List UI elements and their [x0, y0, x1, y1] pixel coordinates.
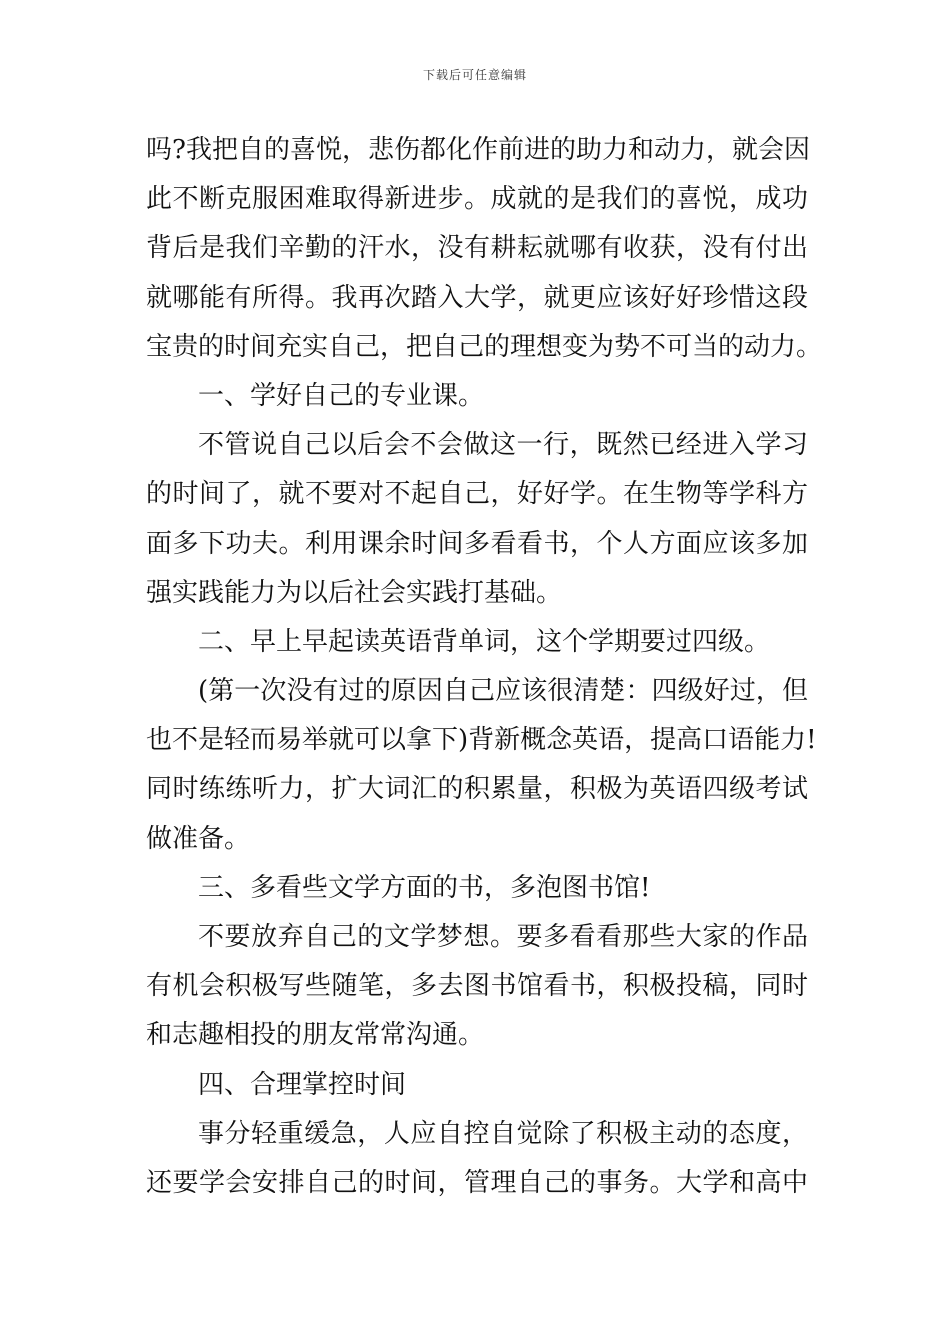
text-line: 不要放弃自己的文学梦想。要多看看那些大家的作品: [198, 922, 808, 952]
section-heading: 三、多看些文学方面的书，多泡图书馆!: [198, 872, 651, 903]
text-line: 的时间了，就不要对不起自己，好好学。在生物等学科方: [146, 479, 808, 510]
text-line: 不管说自己以后会不会做这一行，既然已经进入学习: [198, 430, 808, 461]
text-line: 吗?我把自的喜悦，悲伤都化作前进的助力和动力，就会因: [146, 135, 810, 165]
document-body: [146, 126, 823, 1208]
section-heading: 四、合理掌控时间: [198, 1069, 407, 1100]
text-line: 同时练练听力，扩大词汇的积累量，积极为英语四级考试: [146, 774, 808, 805]
text-line: 还要学会安排自己的时间，管理自己的事务。大学和高中: [146, 1167, 808, 1198]
text-line: 此不断克服困难取得新进步。成就的是我们的喜悦，成功: [146, 184, 808, 215]
text-line: 背后是我们辛勤的汗水，没有耕耘就哪有收获，没有付出: [146, 233, 808, 264]
text-line: 做准备。: [146, 823, 251, 854]
text-line: 强实践能力为以后社会实践打基础。: [146, 577, 563, 608]
text-line: 面多下功夫。利用课余时间多看看书，个人方面应该多加: [146, 528, 808, 559]
page-header-note: 下载后可任意编辑: [422, 68, 527, 82]
text-line: 就哪能有所得。我再次踏入大学，就更应该好好珍惜这段: [146, 282, 808, 313]
text-line: 也不是轻而易举就可以拿下)背新概念英语，提高口语能力!: [146, 725, 817, 756]
text-line: 事分轻重缓急，人应自控自觉除了积极主动的态度，: [198, 1118, 808, 1149]
text-line: 宝贵的时间充实自己，把自己的理想变为势不可当的动力。: [146, 331, 823, 362]
text-line: (第一次没有过的原因自己应该很清楚：四级好过，但: [198, 676, 808, 707]
section-heading: 二、早上早起读英语背单词，这个学期要过四级。: [198, 626, 771, 657]
text-line: 和志趣相投的朋友常常沟通。: [146, 1020, 485, 1051]
section-heading: 一、学好自己的专业课。: [198, 380, 485, 411]
text-line: 有机会积极写些随笔，多去图书馆看书，积极投稿，同时: [146, 971, 808, 1002]
